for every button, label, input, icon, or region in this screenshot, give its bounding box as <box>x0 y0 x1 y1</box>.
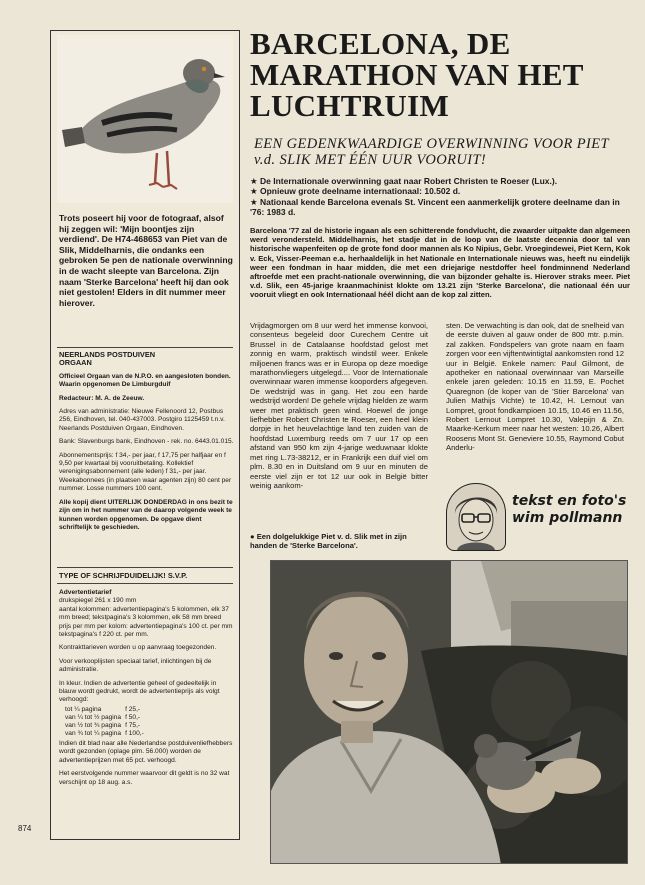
article-column-1: Vrijdagmorgen om 8 uur werd het immense konvooi, consenteus begeleid door Curechem Centre uit Brussel in de Catalaanse hoofdstad gelost met zonnig en warm, praktisch windstil weer. Enkele miljoenen francs was er in Europa op deze moedige marathonvliegers uitgelegd.... Voor de Internationale overwinnaar waren immense kooporders afgegeven. De wedstrijd was in gang. Het zou een harde wedstrijd worden! De gehele vrijdag hielden ze warm weer met praktisch geen wind. Hoewel de jonge liefhebber Robert Christen te Roeser, een heel klein dorpje in het heuvelachtige land ten zuiden van de hoofdstad Luxemburg reeds om 7 uur 17 op een afstand van 950 km zijn 4-jarige weduwnaar klokte met ring L.73-38212, er in Frankrijk een duif viel om plm. 8.30 en in Duitsland om 9 uur en minuten de eerste viel zijn er tot 12 uur ook in België bitter weinig aankom- <box>250 321 428 490</box>
sidebar-box <box>50 30 240 840</box>
photo-caption: ● Een dolgelukkige Piet v. d. Slik met in zijn handen de 'Sterke Barcelona'. <box>250 532 407 551</box>
man-with-pigeon-photo <box>271 561 628 864</box>
publication-title-2: ORGAAN <box>59 358 92 368</box>
surcharge-table <box>65 706 148 738</box>
fancier-photo <box>270 560 628 864</box>
article-headline: BARCELONA, DE MARATHON VAN HET LUCHTRUIM <box>250 26 584 123</box>
colophon <box>59 351 235 537</box>
divider <box>57 567 233 568</box>
first-issue-note: Het eerstvolgende nummer waarvoor dit geldt is no 32 wat verschijnt op 18 aug. a.s. <box>59 770 230 786</box>
table-row: van ½ tot ¾ pagina f 75,- <box>65 721 141 729</box>
page-number: 874 <box>18 824 32 833</box>
print-area: drukspiegel 261 x 190 mm <box>59 597 137 605</box>
bank: Bank: Slavenburgs bank, Eindhoven - rek. no. 6443.01.015. <box>59 438 234 446</box>
circulation-note: Indien dit blad naar alle Nederlandse postduivenliefhebbers wordt gezonden (oplage plm. 56.000) worden de advertentieprijzen met 65 pct. verhoogd. <box>59 739 233 764</box>
divider <box>57 347 233 348</box>
byline-box <box>446 483 628 551</box>
byline-text: tekst en foto's wim pollmann <box>512 493 627 526</box>
contract-rates: Kontrakttarieven worden u op aanvraag toegezonden. <box>59 644 217 652</box>
publication-title: NEERLANDS POSTDUIVEN <box>59 350 156 359</box>
author-portrait <box>446 483 506 551</box>
table-row: van ¾ tot ¼ pagina f 100,- <box>65 729 144 737</box>
ad-rates-heading: Advertentietarief <box>59 589 112 596</box>
highlight-item: ★ Nationaal kende Barcelona evenals St. Vincent een aanmerkelijk grotere deelname dan in '76: 1983 d. <box>250 196 620 218</box>
color-surcharge: In kleur. Indien de advertentie geheel of gedeeltelijk in blauw wordt gedrukt, wordt de advertentieprijs als volgt verhoogd: <box>59 679 220 704</box>
official-organ: Officieel Orgaan van de N.P.O. en aangesloten bonden. Waarin opgenomen De Limburgduif <box>59 372 231 389</box>
table-row: van ¼ tot ½ pagina f 50,- <box>65 713 141 721</box>
article-subheadline: EEN GEDENKWAARDIGE OVERWINNING VOOR PIET v.d. SLIK MET ÉÉN UUR VOORUIT! <box>254 136 609 168</box>
pigeon-photo <box>57 35 233 203</box>
divider <box>57 583 233 584</box>
subscription: Abonnementsprijs: f 34,- per jaar, f 17,75 per halfjaar en f 9,50 per kwartaal bij vooruitbetaling. Kollektief verenigingsabonnement (alle leden) f 31,- per jaar. Weekabonnees (in plaatsen waar agenten zijn) 80 cent per nummer. Losse nummers 100 cent. <box>59 451 232 493</box>
ad-rates <box>59 589 235 792</box>
article-column-2: sten. De verwachting is dan ook, dat de snelheid van de eerste duiven al gauw onder de 800 mtr. p.min. zal zakken. Fondspelers van grote naam en faam zorgen voor een vijftentwintigtal aankomsten rond 12 uur in België. Enkele namen: Paul Gilmont, de apotheker en nationaal overwinnaar van Marseille enkele jaren geleden: 10.15 en 11.59, E. Pochet Quaregnon (de koper van de 'Stier Barcelona' van Julien Mathijs Vichte) te 10.42, H. Lernout van Lompret, groot fondkampioen 10.15, 10.46 en 11.56, Robert Lernout Lompret 10.30, Valepijn & Zn. Maarke-Kerkum meer naar het westen: 10.26, Albert Roosens Mont St. Geneviere 10.55, Raymond Cobut Anderlu- <box>446 321 624 453</box>
article-intro: Barcelona '77 zal de historie ingaan als een schitterende fondvlucht, die zwaarder uitpakte dan algemeen werd verondersteld. Middelharnis, het stadje dat in de loop van de laatste decennia door tal van historische wapenfeiten op de grote fond door mannen als Ko Nipius, Gebr. Vroegindewei, Piet Kern, Kok v. Eck, Visser-Peeman e.a. herhaaldelijk in het Nationale en Internationale nieuws was, heeft nu eindelijk weer een fondman in haar midden, die met een driejarige nestdoffer heel fondminnend Nederland aftroefde met een pracht-nationale overwinning, die van bijzonder gehalte is. Hierover straks meer. Piet v.d. Slik, een 45-jarige kraanmachinist klokte om 13.21 zijn 'Sterke Barcelona', die nationaal één uur vooruit vliegt en ook Internationaal héél dicht aan de kop zal zitten. <box>250 226 630 300</box>
highlight-item: ★ De Internationale overwinning gaat naar Robert Christen te Roeser (Lux.). <box>250 176 558 186</box>
author-face-icon <box>447 484 505 550</box>
highlights <box>250 176 628 218</box>
highlight-item: ★ Opnieuw grote deelname internationaal: 10.502 d. <box>250 186 461 197</box>
sales-list-rates: Voor verkooplijsten speciaal tarief, inlichtingen bij de administratie. <box>59 657 212 674</box>
typeface-notice: TYPE OF SCHRIJFDUIDELIJK! S.V.P. <box>59 571 188 580</box>
columns-info: aantal kolommen: advertentiepagina's 5 kolommen, elk 37 mm breed; tekstpagina's 3 kolommen, elk 58 mm breed <box>59 605 229 622</box>
pigeon-caption: Trots poseert hij voor de fotograaf, alsof hij zeggen wil: 'Mijn boontjes zijn verdiend'. De H74-468653 van Piet van de Slik, Middelharnis, die ondanks een gebroken 5e pen de nationale overwinning in de wacht sleepte van Barcelona. Zijn naam 'Sterke Barcelona' heeft hij dan ook niet gestolen! Elders in dit nummer meer hierover. <box>59 213 233 308</box>
price-per-mm: prijs per mm per kolom: advertentiepagina's 100 ct. per mm tekstpagina's f 220 ct. per mm. <box>59 622 233 639</box>
editor: Redacteur: M. A. de Zeeuw. <box>59 394 145 402</box>
table-row: tot ¼ pagina f 25,- <box>65 705 141 713</box>
address: Adres van administratie: Nieuwe Fellenoord 12, Postbus 256, Eindhoven, tel. 040-437003. Postgiro 1125459 t.n.v. Neerlands Postduiven Orgaan, Eindhoven. <box>59 408 225 432</box>
copy-deadline: Alle kopij dient UITERLIJK DONDERDAG in ons bezit te zijn om in het nummer van de daarop volgende week te kunnen worden opgenomen. De opgave dient schriftelijk te geschieden. <box>59 498 233 531</box>
